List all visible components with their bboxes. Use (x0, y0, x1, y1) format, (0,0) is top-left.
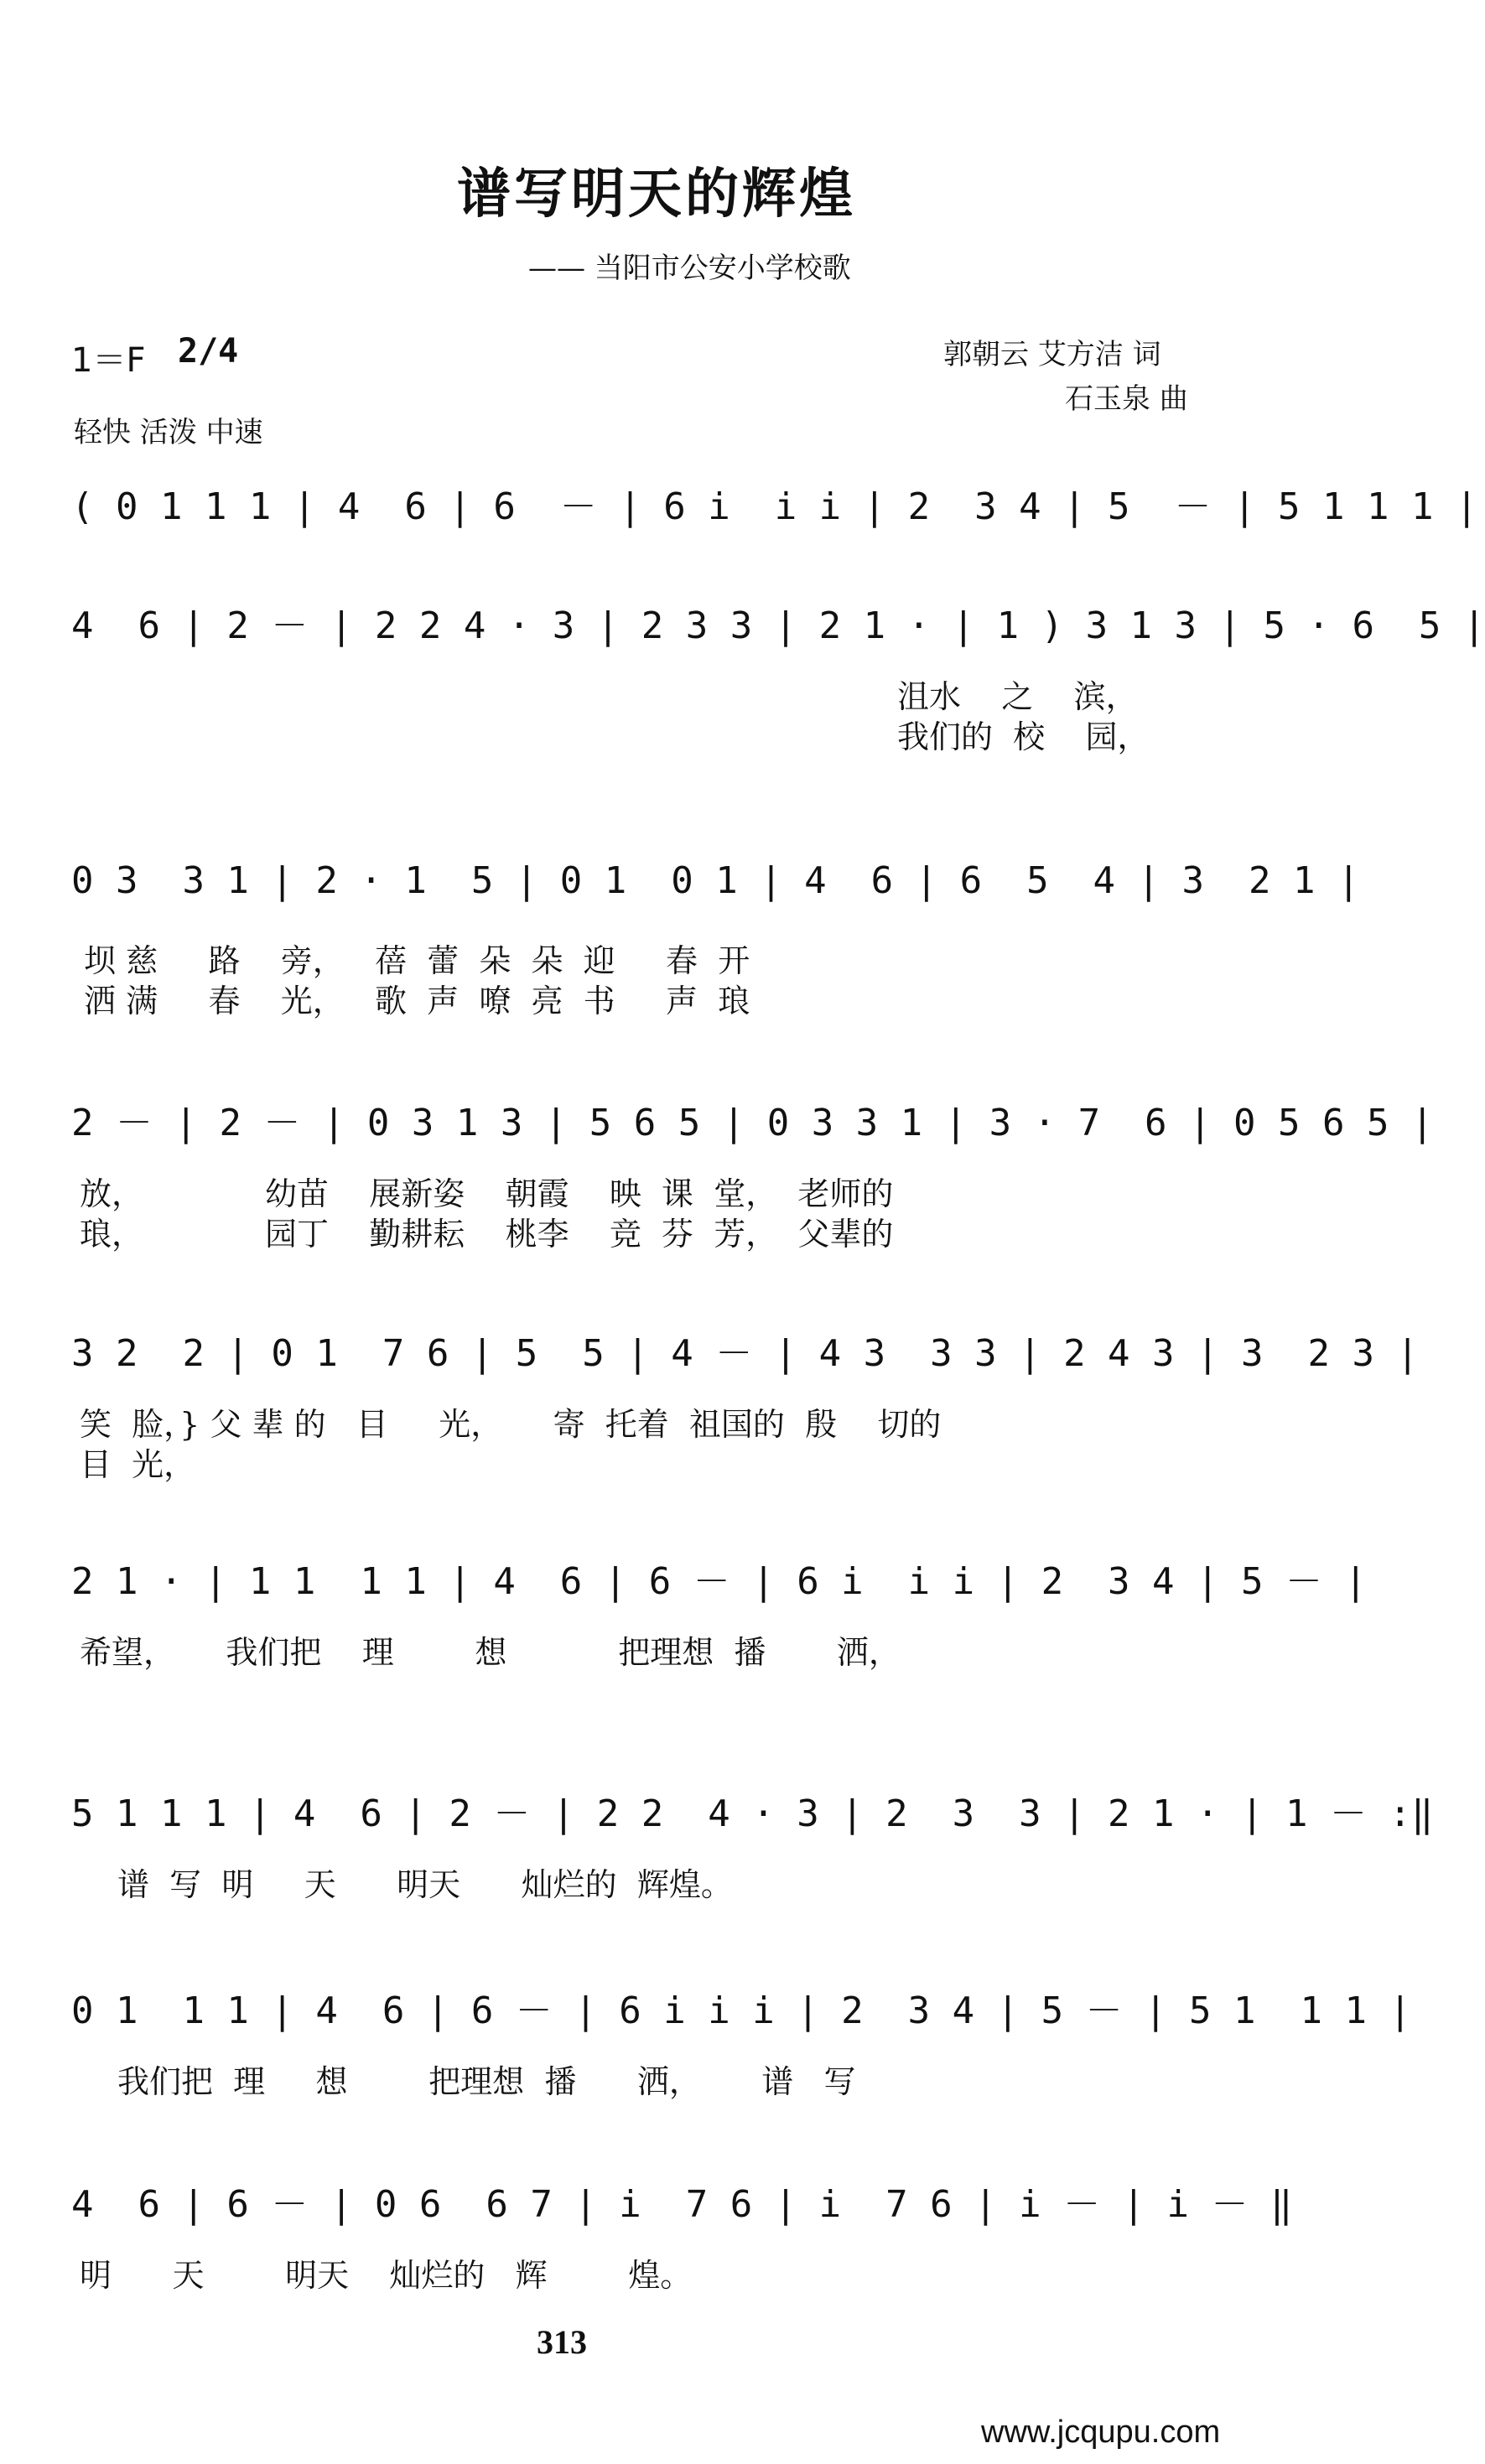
lyric-line: 笑 脸，} 父 辈 的 目 光， 寄 托着 祖国的 殷 切的 (80, 1406, 942, 1443)
notation-line: 2 1 · | 1 1 1 1 | 4 6 | 6 － | 6 i i i | 2 3 4 | 5 － | (71, 1560, 1367, 1603)
lyric-line: 目 光， (80, 1446, 196, 1483)
song-title: 谱写明天的辉煌 (457, 163, 856, 226)
key-signature: 1＝F (71, 341, 146, 380)
lyric-line: 谱 写 明 天 明天 灿烂的 辉煌。 (117, 1866, 733, 1903)
tempo-marking: 轻快 活泼 中速 (74, 416, 263, 449)
time-signature: 2/4 (178, 332, 239, 371)
lyric-line: 明 天 明天 灿烂的 辉 煌。 (80, 2257, 693, 2294)
notation-line: 5 1 1 1 | 4 6 | 2 － | 2 2 4 · 3 | 2 3 3 | 2 1 · | 1 － :‖ (71, 1792, 1434, 1835)
lyric-line: 琅， 园丁 勤耕耘 桃李 竞 芬 芳， 父辈的 (80, 1216, 894, 1253)
lyricist-credit: 郭朝云 艾方洁 词 (943, 338, 1161, 371)
notation-line: 3 2 2 | 0 1 7 6 | 5 5 | 4 － | 4 3 3 3 | 2 4 3 | 3 2 3 | (71, 1332, 1419, 1375)
lyric-line: 我们的 校 园， (897, 718, 1150, 755)
lyric-line: 放， 幼苗 展新姿 朝霞 映 课 堂， 老师的 (80, 1175, 894, 1212)
page-number: 313 (537, 2323, 587, 2361)
lyric-line: 希望， 我们把 理 想 把理想 播 洒， (80, 1634, 901, 1671)
composer-credit: 石玉泉 曲 (1065, 382, 1188, 416)
lyric-line: 洒 满 春 光， 歌 声 嘹 亮 书 声 琅 (84, 983, 750, 1019)
song-subtitle: —— 当阳市公安小学校歌 (528, 252, 851, 285)
lyric-line: 坝 慈 路 旁， 蓓 蕾 朵 朵 迎 春 开 (84, 942, 750, 979)
lyric-line: 沮水 之 滨， (897, 678, 1138, 715)
lyric-line: 我们把 理 想 把理想 播 洒， 谱 写 (117, 2063, 856, 2100)
notation-line: 4 6 | 2 － | 2 2 4 · 3 | 2 3 3 | 2 1 · | 1 ) 3 1 3 | 5 · 6 5 | (71, 604, 1485, 647)
website-watermark: www.jcqupu.com (981, 2415, 1221, 2450)
notation-line: 0 1 1 1 | 4 6 | 6 － | 6 i i i | 2 3 4 | 5 － | 5 1 1 1 | (71, 1989, 1411, 2032)
notation-line: 0 3 3 1 | 2 · 1 5 | 0 1 0 1 | 4 6 | 6 5 4 | 3 2 1 | (71, 859, 1360, 902)
notation-line: 2 － | 2 － | 0 3 1 3 | 5 6 5 | 0 3 3 1 | 3 · 7 6 | 0 5 6 5 | (71, 1102, 1434, 1144)
notation-line: 4 6 | 6 － | 0 6 6 7 | i 7 6 | i 7 6 | i － | i － ‖ (71, 2183, 1293, 2226)
notation-line: ( 0 1 1 1 | 4 6 | 6 － | 6 i i i | 2 3 4 | 5 － | 5 1 1 1 | (71, 485, 1478, 528)
